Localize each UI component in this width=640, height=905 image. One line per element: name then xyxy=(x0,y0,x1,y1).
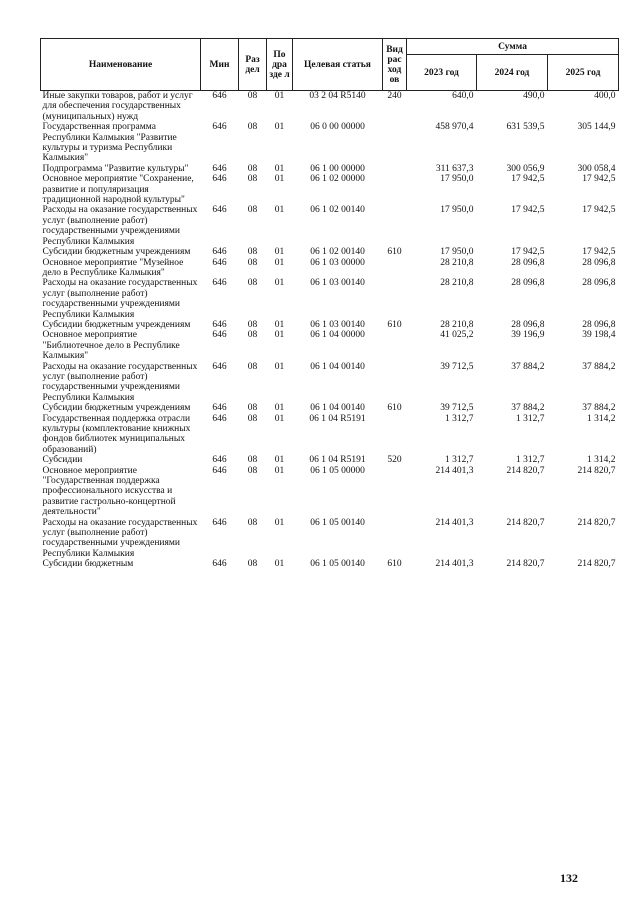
row-sum-2025: 214 820,7 xyxy=(577,465,616,476)
header-sum: Сумма xyxy=(407,39,619,55)
row-expense-type: 610 xyxy=(387,559,402,570)
row-sum-2025: 17 942,5 xyxy=(582,205,616,216)
row-expense-type xyxy=(383,414,407,456)
row-name: Субсидии бюджетным учреждениям xyxy=(42,403,191,414)
row-target-article: 06 1 03 00140 xyxy=(310,278,365,289)
row-sum-2023: 640,0 xyxy=(452,91,474,101)
header-razdel: Раз дел xyxy=(239,39,267,91)
table-row xyxy=(41,205,619,247)
table-row xyxy=(41,320,619,330)
table-row xyxy=(41,278,619,320)
row-sum-2024: 490,0 xyxy=(523,91,545,101)
row-sum-2023: 214 401,3 xyxy=(435,465,474,476)
row-section: 08 xyxy=(247,413,258,424)
table-row xyxy=(41,455,619,465)
row-sum-2025: 28 096,8 xyxy=(582,319,616,330)
row-section: 08 xyxy=(247,247,258,258)
row-expense-type: 610 xyxy=(387,319,402,330)
row-sum-2023: 214 401,3 xyxy=(435,559,474,570)
row-target-article: 06 1 02 00000 xyxy=(310,174,365,185)
row-subsection: 01 xyxy=(274,413,285,424)
table-row xyxy=(41,164,619,174)
row-sum-2024: 28 096,8 xyxy=(511,257,545,268)
header-min: Мин xyxy=(201,39,239,91)
row-section: 08 xyxy=(247,278,258,289)
row-sum-2023: 28 210,8 xyxy=(440,319,474,330)
row-sum-2025: 17 942,5 xyxy=(582,174,616,185)
row-section: 08 xyxy=(247,559,258,570)
table-row xyxy=(41,362,619,404)
row-name: Субсидии xyxy=(42,455,83,466)
row-sum-2024: 1 312,7 xyxy=(516,413,545,424)
row-subsection: 01 xyxy=(274,257,285,268)
row-sum-2025: 28 096,8 xyxy=(582,257,616,268)
row-section: 08 xyxy=(247,403,258,414)
row-ministry: 646 xyxy=(212,517,227,528)
row-ministry: 646 xyxy=(212,91,227,101)
row-sum-2024: 28 096,8 xyxy=(511,319,545,330)
row-sum-2024: 300 056,9 xyxy=(506,163,545,174)
row-subsection: 01 xyxy=(274,163,285,174)
row-expense-type xyxy=(383,174,407,205)
row-sum-2023: 28 210,8 xyxy=(440,257,474,268)
row-target-article: 06 1 00 00000 xyxy=(310,163,365,174)
row-sum-2023: 1 312,7 xyxy=(445,455,474,466)
row-section: 08 xyxy=(247,330,258,341)
row-sum-2025: 17 942,5 xyxy=(582,247,616,258)
row-name: Государственная поддержка отрасли культуры (комплектование книжных фондов библиотек муниципальных образований) xyxy=(42,413,191,455)
row-sum-2023: 39 712,5 xyxy=(440,361,474,372)
row-subsection: 01 xyxy=(274,330,285,341)
header-target-article: Целевая статья xyxy=(293,39,383,91)
row-name: Государственная программа Республики Калмыкия "Развитие культуры и туризма Республики Калмыкия" xyxy=(42,122,177,164)
row-ministry: 646 xyxy=(212,257,227,268)
row-expense-type xyxy=(383,518,407,560)
table-row xyxy=(41,466,619,518)
row-sum-2024: 17 942,5 xyxy=(511,205,545,216)
row-expense-type: 520 xyxy=(387,455,402,466)
table-row xyxy=(41,330,619,361)
row-ministry: 646 xyxy=(212,247,227,258)
row-ministry: 646 xyxy=(212,319,227,330)
row-name: Расходы на оказание государственных услуг (выполнение работ) государственными учреждениями Республики Калмыкия xyxy=(42,517,198,559)
row-sum-2023: 17 950,0 xyxy=(440,247,474,258)
row-target-article: 06 1 02 00140 xyxy=(310,205,365,216)
row-sum-2023: 39 712,5 xyxy=(440,403,474,414)
row-sum-2025: 214 820,7 xyxy=(577,559,616,570)
table-row xyxy=(41,122,619,164)
row-sum-2024: 214 820,7 xyxy=(506,559,545,570)
row-name: Иные закупки товаров, работ и услуг для обеспечения государственных (муниципальных) нужд xyxy=(42,91,193,122)
header-podrazdel: По дра зде л xyxy=(267,39,293,91)
row-subsection: 01 xyxy=(274,403,285,414)
row-sum-2024: 1 312,7 xyxy=(516,455,545,466)
row-expense-type xyxy=(383,330,407,361)
row-sum-2024: 17 942,5 xyxy=(511,174,545,185)
row-sum-2024: 39 196,9 xyxy=(511,330,545,341)
header-year-2024: 2024 год xyxy=(477,55,548,91)
row-sum-2025: 305 144,9 xyxy=(577,122,616,133)
row-name: Основное мероприятие "Сохранение, развитие и популяризация традиционной народной культуры" xyxy=(42,174,194,206)
row-subsection: 01 xyxy=(274,122,285,133)
row-sum-2025: 1 314,2 xyxy=(587,455,616,466)
row-sum-2024: 631 539,5 xyxy=(506,122,545,133)
row-name: Основное мероприятие "Библиотечное дело в Республике Калмыкия" xyxy=(42,330,180,362)
row-subsection: 01 xyxy=(274,278,285,289)
row-target-article: 06 1 04 00140 xyxy=(310,361,365,372)
row-expense-type xyxy=(383,466,407,518)
row-target-article: 06 1 03 00140 xyxy=(310,319,365,330)
row-target-article: 06 0 00 00000 xyxy=(310,122,365,133)
row-sum-2024: 214 820,7 xyxy=(506,517,545,528)
row-name: Субсидии бюджетным xyxy=(42,559,134,570)
row-ministry: 646 xyxy=(212,361,227,372)
row-name: Расходы на оказание государственных услуг (выполнение работ) государственными учреждениями Республики Калмыкия xyxy=(42,205,198,247)
row-target-article: 03 2 04 R5140 xyxy=(309,91,366,101)
row-ministry: 646 xyxy=(212,122,227,133)
row-expense-type xyxy=(383,362,407,404)
table-row xyxy=(41,247,619,257)
header-year-2023: 2023 год xyxy=(407,55,477,91)
row-name: Субсидии бюджетным учреждениям xyxy=(42,247,191,258)
row-subsection: 01 xyxy=(274,319,285,330)
row-section: 08 xyxy=(247,205,258,216)
row-section: 08 xyxy=(247,163,258,174)
row-target-article: 06 1 05 00140 xyxy=(310,559,365,570)
table-body xyxy=(41,91,619,570)
row-expense-type xyxy=(383,122,407,164)
row-section: 08 xyxy=(247,122,258,133)
table-row xyxy=(41,174,619,205)
row-ministry: 646 xyxy=(212,455,227,466)
row-sum-2025: 37 884,2 xyxy=(582,361,616,372)
row-ministry: 646 xyxy=(212,278,227,289)
row-sum-2023: 28 210,8 xyxy=(440,278,474,289)
row-target-article: 06 1 04 00140 xyxy=(310,403,365,414)
row-sum-2024: 214 820,7 xyxy=(506,465,545,476)
row-expense-type xyxy=(383,164,407,174)
row-name: Основное мероприятие "Государственная поддержка профессионального искусства и развитие гастрольно-концертной деятельности" xyxy=(42,465,176,518)
row-sum-2024: 37 884,2 xyxy=(511,361,545,372)
row-expense-type xyxy=(383,205,407,247)
row-sum-2023: 17 950,0 xyxy=(440,205,474,216)
row-name: Расходы на оказание государственных услуг (выполнение работ) государственными учреждениями Республики Калмыкия xyxy=(42,278,198,320)
row-subsection: 01 xyxy=(274,91,285,101)
budget-table-page xyxy=(40,38,618,570)
row-sum-2025: 300 058,4 xyxy=(577,163,616,174)
row-ministry: 646 xyxy=(212,205,227,216)
row-name: Расходы на оказание государственных услуг (выполнение работ) государственными учреждениями Республики Калмыкия xyxy=(42,361,198,403)
row-ministry: 646 xyxy=(212,163,227,174)
page-number: 132 xyxy=(560,871,578,885)
row-sum-2023: 214 401,3 xyxy=(435,517,474,528)
row-subsection: 01 xyxy=(274,205,285,216)
row-target-article: 06 1 04 R5191 xyxy=(309,455,366,466)
row-target-article: 06 1 05 00140 xyxy=(310,517,365,528)
budget-table xyxy=(40,38,619,570)
row-subsection: 01 xyxy=(274,559,285,570)
row-section: 08 xyxy=(247,517,258,528)
row-expense-type: 610 xyxy=(387,403,402,414)
table-row xyxy=(41,414,619,456)
row-subsection: 01 xyxy=(274,517,285,528)
row-target-article: 06 1 05 00000 xyxy=(310,465,365,476)
row-expense-type: 240 xyxy=(387,91,402,101)
row-section: 08 xyxy=(247,257,258,268)
row-sum-2023: 1 312,7 xyxy=(445,413,474,424)
row-section: 08 xyxy=(247,455,258,466)
row-sum-2024: 28 096,8 xyxy=(511,278,545,289)
header-expense-type: Вид рас ход ов xyxy=(383,39,407,91)
row-target-article: 06 1 04 R5191 xyxy=(309,413,366,424)
row-sum-2025: 28 096,8 xyxy=(582,278,616,289)
row-section: 08 xyxy=(247,174,258,185)
row-section: 08 xyxy=(247,91,258,101)
row-sum-2025: 400,0 xyxy=(594,91,616,101)
row-ministry: 646 xyxy=(212,403,227,414)
row-target-article: 06 1 04 00000 xyxy=(310,330,365,341)
table-row xyxy=(41,91,619,123)
table-row xyxy=(41,403,619,413)
table-row xyxy=(41,258,619,279)
row-expense-type xyxy=(383,278,407,320)
row-expense-type: 610 xyxy=(387,247,402,258)
row-subsection: 01 xyxy=(274,455,285,466)
row-name: Субсидии бюджетным учреждениям xyxy=(42,319,191,330)
row-sum-2025: 39 198,4 xyxy=(582,330,616,341)
table-row xyxy=(41,559,619,569)
row-name: Подпрограмма "Развитие культуры" xyxy=(42,163,189,174)
row-sum-2025: 214 820,7 xyxy=(577,517,616,528)
row-name: Основное мероприятие "Музейное дело в Республике Калмыкия" xyxy=(42,257,184,278)
row-target-article: 06 1 03 00000 xyxy=(310,257,365,268)
row-sum-2024: 17 942,5 xyxy=(511,247,545,258)
row-target-article: 06 1 02 00140 xyxy=(310,247,365,258)
row-sum-2023: 17 950,0 xyxy=(440,174,474,185)
row-section: 08 xyxy=(247,465,258,476)
row-expense-type xyxy=(383,258,407,279)
row-sum-2025: 1 314,2 xyxy=(587,413,616,424)
row-subsection: 01 xyxy=(274,174,285,185)
row-section: 08 xyxy=(247,319,258,330)
row-sum-2023: 458 970,4 xyxy=(435,122,474,133)
row-ministry: 646 xyxy=(212,559,227,570)
header-name: Наименование xyxy=(41,39,201,91)
row-ministry: 646 xyxy=(212,465,227,476)
row-sum-2023: 41 025,2 xyxy=(440,330,474,341)
row-ministry: 646 xyxy=(212,174,227,185)
row-sum-2023: 311 637,3 xyxy=(435,163,474,174)
row-sum-2024: 37 884,2 xyxy=(511,403,545,414)
row-sum-2025: 37 884,2 xyxy=(582,403,616,414)
row-ministry: 646 xyxy=(212,330,227,341)
header-year-2025: 2025 год xyxy=(548,55,619,91)
table-row xyxy=(41,518,619,560)
row-subsection: 01 xyxy=(274,465,285,476)
row-ministry: 646 xyxy=(212,413,227,424)
row-section: 08 xyxy=(247,361,258,372)
row-subsection: 01 xyxy=(274,361,285,372)
row-subsection: 01 xyxy=(274,247,285,258)
